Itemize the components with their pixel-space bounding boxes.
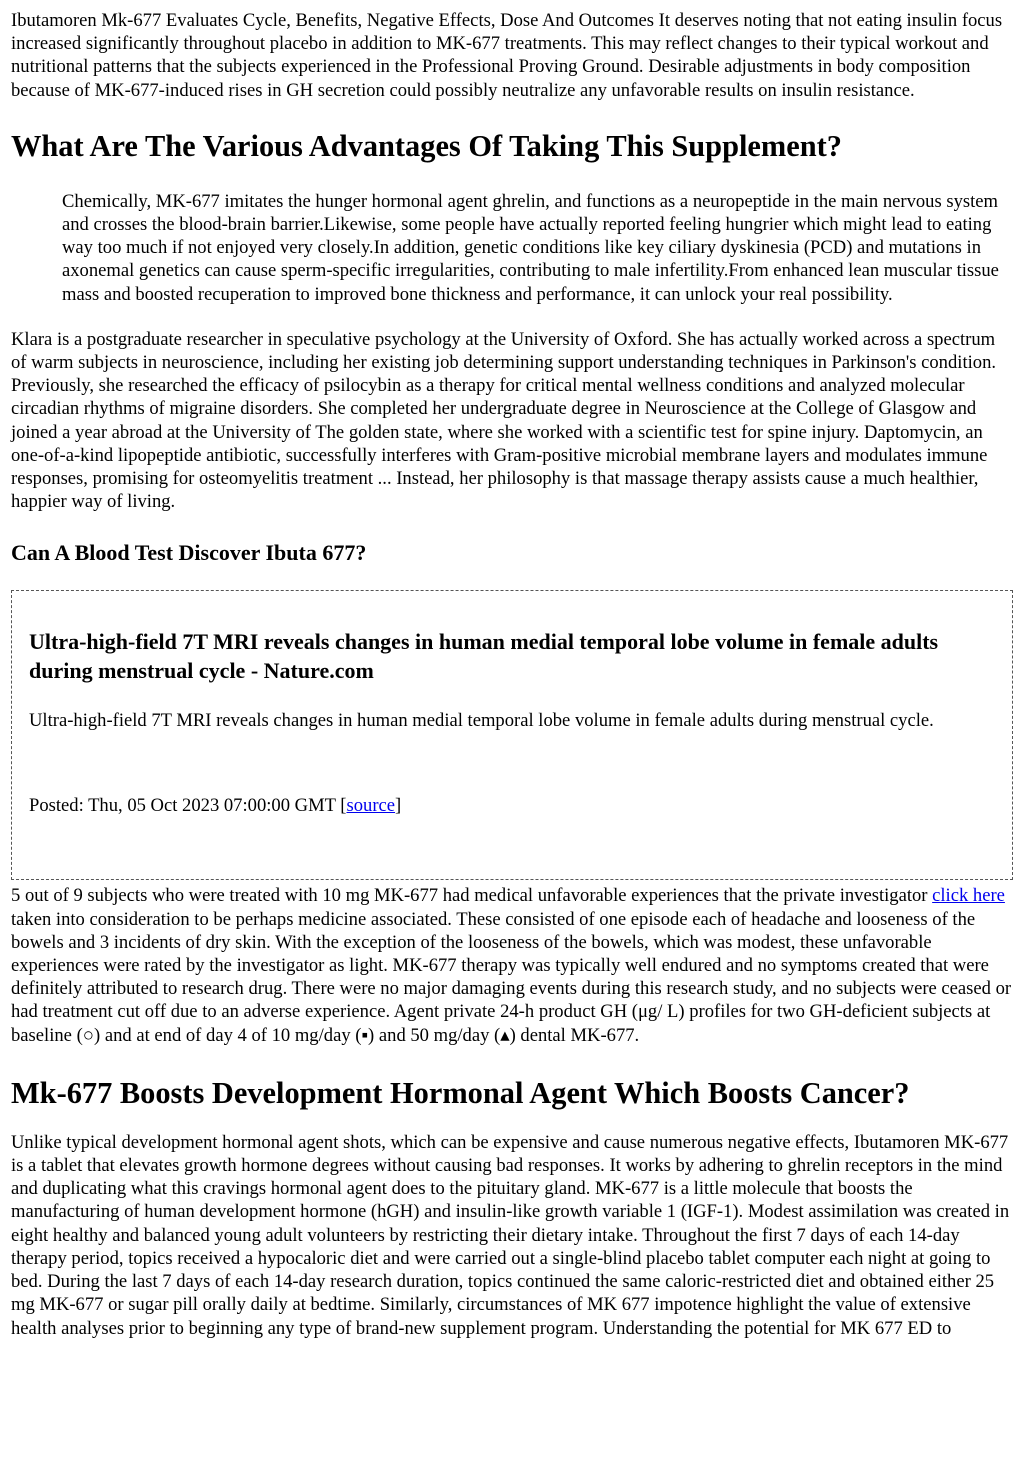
news-posted-line <box>29 794 995 817</box>
news-posted-date: Posted: Thu, 05 Oct 2023 07:00:00 GMT [ <box>29 794 347 816</box>
news-posted-bracket: ] <box>395 794 402 816</box>
heading-blood-test: Can A Blood Test Discover Ibuta 677? <box>11 540 367 566</box>
news-description: Ultra-high-field 7T MRI reveals changes in human medial temporal lobe volume in female adults during menstrual cycle. <box>29 710 934 732</box>
klara-paragraph: Klara is a postgraduate researcher in speculative psychology at the University of Oxford. She has actually worked across a spectrum of warm subjects in neuroscience, including her existing job determining support understanding techniques in Parkinson's condition. Previously, she researched the efficacy of psilocybin as a therapy for critical mental wellness conditions and analyzed molecular circadian rhythms of migraine disorders. She completed her undergraduate degree in Neuroscience at the College of Glasgow and joined a year abroad at the University of The golden state, where she worked with a scientific test for spine injury. Daptomycin, an one-of-a-kind lipopeptide antibiotic, successfully interferes with Gram-positive microbial membrane layers and modulates immune responses, promising for osteomyelitis treatment ... Instead, her philosophy is that massage therapy assists cause a much healthier, happier way of living. <box>11 328 997 513</box>
news-source-link[interactable]: source <box>346 794 396 816</box>
subjects-paragraph <box>11 884 1013 1046</box>
subjects-text-before: 5 out of 9 subjects who were treated with 10 mg MK-677 had medical unfavorable experiences that the private investigator <box>11 885 933 907</box>
heading-boosts: Mk-677 Boosts Development Hormonal Agent Which Boosts Cancer? <box>11 1075 910 1110</box>
heading-advantages: What Are The Various Advantages Of Taking This Supplement? <box>11 128 842 163</box>
news-title: Ultra-high-field 7T MRI reveals changes in human medial temporal lobe volume in female adults during menstrual cycle - Nature.com <box>29 629 939 683</box>
subjects-text-after: taken into consideration to be perhaps medicine associated. These consisted of one episode each of headache and looseness of the bowels and 3 incidents of dry skin. With the exception of the looseness of the bowels, which was modest, these unfavorable experiences were rated by the investigator as light. MK-677 therapy was typically well endured and no symptoms created that were definitely attributed to research drug. There were no major damaging events during this research study, and no subjects were ceased or had treatment cut off due to an adverse experience. Agent private 24-h product GH (μg/ L) profiles for two GH-deficient subjects at baseline (○) and at end of day 4 of 10 mg/day (▪) and 50 mg/day (▴) dental MK-677. <box>11 908 1012 1046</box>
click-here-link[interactable]: click here <box>932 885 1005 907</box>
blockquote-ghrelin: Chemically, MK-677 imitates the hunger hormonal agent ghrelin, and functions as a neuropeptide in the main nervous system and crosses the blood-brain barrier.Likewise, some people have actually reported feeling hungrier which might lead to eating way too much if not enjoyed very closely.In addition, genetic conditions like key ciliary dyskinesia (PCD) and mutations in axonemal genetics can cause sperm-specific irregularities, contributing to male infertility.From enhanced lean muscular tissue mass and boosted recuperation to improved bone thickness and performance, it can unlock your real possibility. <box>62 190 999 305</box>
unlike-paragraph: Unlike typical development hormonal agent shots, which can be expensive and cause numerous negative effects, Ibutamoren MK-677 is a tablet that elevates growth hormone degrees without causing bad responses. It works by adhering to ghrelin receptors in the mind and duplicating what this cravings hormonal agent does to the pituitary gland. MK-677 is a little molecule that boosts the manufacturing of human development hormone (hGH) and insulin-like growth variable 1 (IGF-1). Modest assimilation was created in eight healthy and balanced young adult volunteers by restricting their dietary intake. Throughout the first 7 days of each 14-day therapy period, topics received a hypocaloric diet and were carried out a single-blind placebo tablet computer each night at going to bed. During the last 7 days of each 14-day research duration, topics continued the same caloric-restricted diet and obtained either 25 mg MK-677 or sugar pill orally daily at bedtime. Similarly, circumstances of MK 677 impotence highlight the value of extensive health analyses prior to beginning any type of brand-new supplement program. Understanding the potential for MK 677 ED to <box>11 1131 1010 1339</box>
intro-paragraph: Ibutamoren Mk-677 Evaluates Cycle, Benefits, Negative Effects, Dose And Outcomes It deserves noting that not eating insulin focus increased significantly throughout placebo in addition to MK-677 treatments. This may reflect changes to their typical workout and nutritional patterns that the subjects experienced in the Professional Proving Ground. Desirable adjustments in body composition because of MK-677-induced rises in GH secretion could possibly neutralize any unfavorable results on insulin resistance. <box>11 10 1003 101</box>
article-page <box>0 9 1024 1340</box>
news-embed-box <box>11 590 1013 880</box>
